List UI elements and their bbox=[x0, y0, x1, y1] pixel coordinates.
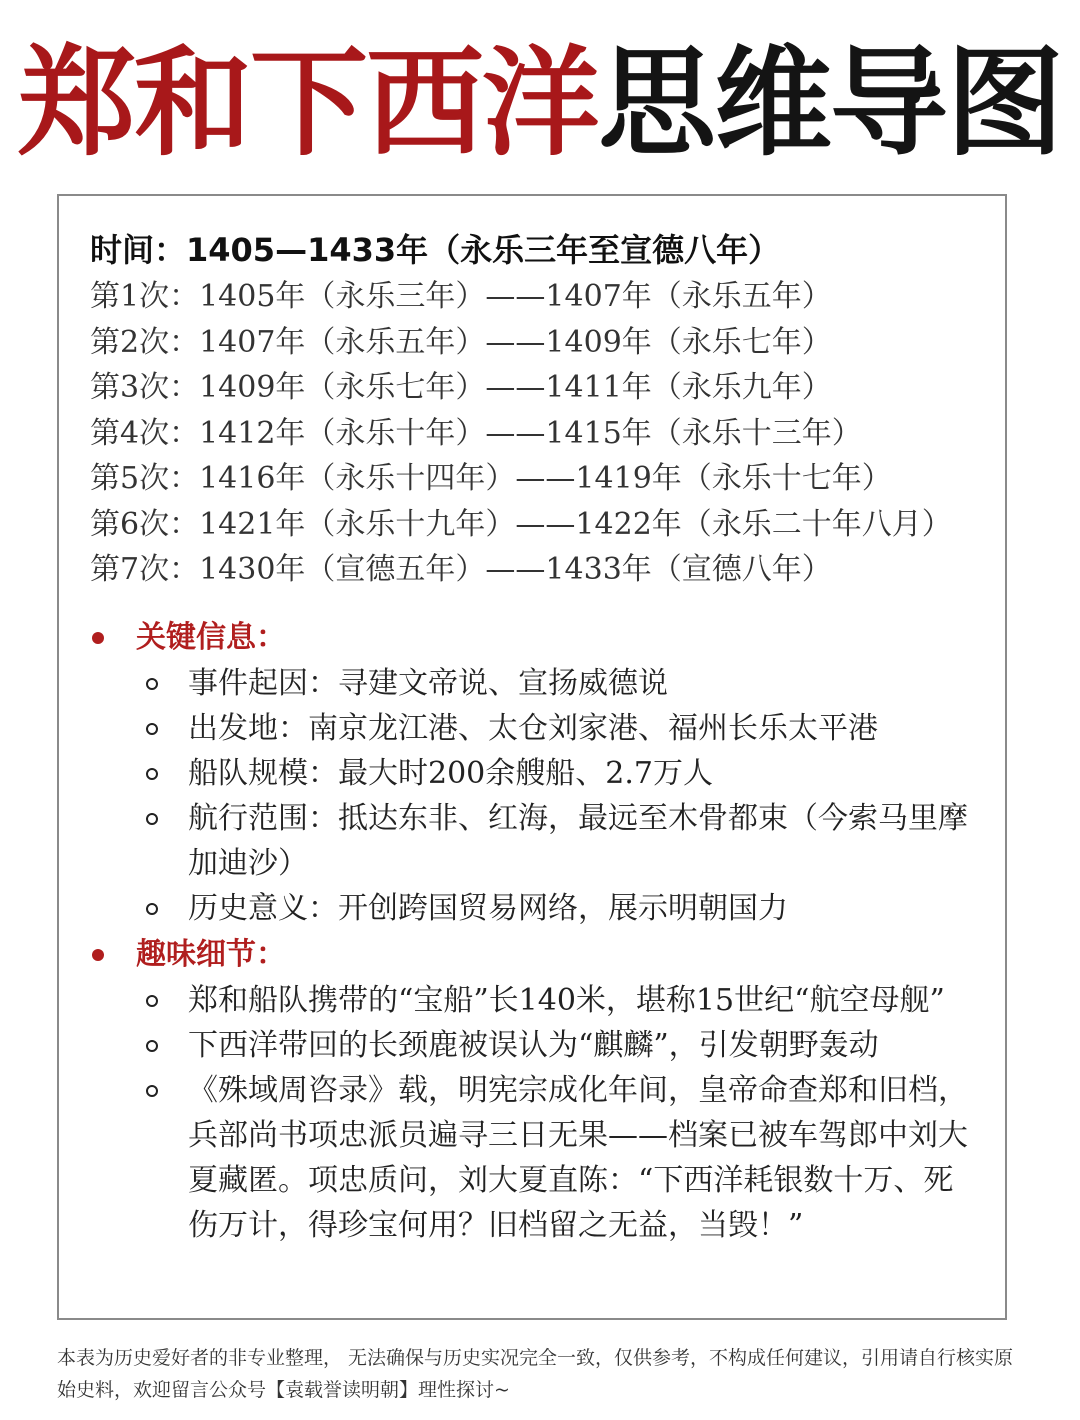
list-item bbox=[90, 978, 980, 1023]
bullet-dot-icon bbox=[92, 949, 104, 961]
voyage-item: 第4次：1412年（永乐十年）——1415年（永乐十三年） bbox=[90, 415, 862, 451]
bullet-circle-icon bbox=[146, 995, 158, 1007]
list-item-text: 事件起因：寻建文帝说、宣扬威德说 bbox=[188, 666, 668, 701]
key-info-section bbox=[90, 615, 980, 931]
bullet-circle-icon bbox=[146, 903, 158, 915]
list-item-text: 船队规模：最大时200余艘船、2.7万人 bbox=[188, 756, 713, 791]
voyage-list bbox=[90, 274, 952, 593]
voyage-item: 第7次：1430年（宣德五年）——1433年（宣德八年） bbox=[90, 552, 832, 587]
list-item-text: 历史意义：开创跨国贸易网络，展示明朝国力 bbox=[188, 891, 788, 926]
fun-details-heading bbox=[90, 932, 980, 978]
list-item-text: 下西洋带回的长颈鹿被误认为“麒麟”，引发朝野轰动 bbox=[188, 1028, 879, 1063]
bullet-circle-icon bbox=[146, 768, 158, 780]
bullet-dot-icon bbox=[92, 632, 104, 644]
voyage-item: 第6次：1421年（永乐十九年）——1422年（永乐二十年八月） bbox=[90, 506, 952, 542]
footnote-disclaimer: 本表为历史爱好者的非专业整理， 无法确保与历史实况完全一致，仅供参考，不构成任何建议，引用请自行核实原始史料，欢迎留言公众号【袁载誉读明朝】理性探讨~ bbox=[57, 1347, 1014, 1401]
key-info-heading bbox=[90, 615, 980, 661]
fun-details-section bbox=[90, 932, 980, 1248]
list-item bbox=[90, 1068, 980, 1248]
voyage-item: 第1次：1405年（永乐三年）——1407年（永乐五年） bbox=[90, 279, 832, 314]
voyage-item: 第2次：1407年（永乐五年）——1409年（永乐七年） bbox=[90, 324, 832, 360]
list-item bbox=[90, 706, 980, 751]
page-title bbox=[0, 28, 1080, 178]
bullet-circle-icon bbox=[146, 813, 158, 825]
key-info-heading-text: 关键信息： bbox=[136, 620, 286, 655]
list-item bbox=[90, 1023, 980, 1068]
list-item-text: 《殊域周咨录》载，明宪宗成化年间，皇帝命查郑和旧档，兵部尚书项忠派员遍寻三日无果——档案已被车驾郎中刘大夏藏匿。项忠质问，刘大夏直陈：“下西洋耗银数十万、死伤万计，得珍宝何用？旧档留之无益，当毁！” bbox=[188, 1073, 968, 1243]
title-red-part: 郑和下西洋 bbox=[17, 34, 598, 172]
fun-details-list bbox=[90, 978, 980, 1248]
fun-details-heading-text: 趣味细节： bbox=[136, 937, 286, 972]
list-item bbox=[90, 796, 980, 886]
title-black-part: 思维导图 bbox=[598, 34, 1063, 172]
list-item bbox=[90, 886, 980, 931]
list-item-text: 郑和船队携带的“宝船”长140米，堪称15世纪“航空母舰” bbox=[188, 983, 945, 1018]
voyage-item: 第5次：1416年（永乐十四年）——1419年（永乐十七年） bbox=[90, 461, 892, 496]
bullet-circle-icon bbox=[146, 1040, 158, 1052]
list-item-text: 出发地：南京龙江港、太仓刘家港、福州长乐太平港 bbox=[188, 711, 878, 746]
bullet-circle-icon bbox=[146, 1085, 158, 1097]
list-item bbox=[90, 661, 980, 706]
bullet-circle-icon bbox=[146, 723, 158, 735]
key-info-list bbox=[90, 661, 980, 931]
list-item-text: 航行范围：抵达东非、红海，最远至木骨都束（今索马里摩加迪沙） bbox=[188, 801, 968, 881]
list-item bbox=[90, 751, 980, 796]
time-heading: 时间：1405—1433年（永乐三年至宣德八年） bbox=[90, 231, 781, 269]
voyage-item: 第3次：1409年（永乐七年）——1411年（永乐九年） bbox=[90, 370, 832, 405]
bullet-circle-icon bbox=[146, 678, 158, 690]
